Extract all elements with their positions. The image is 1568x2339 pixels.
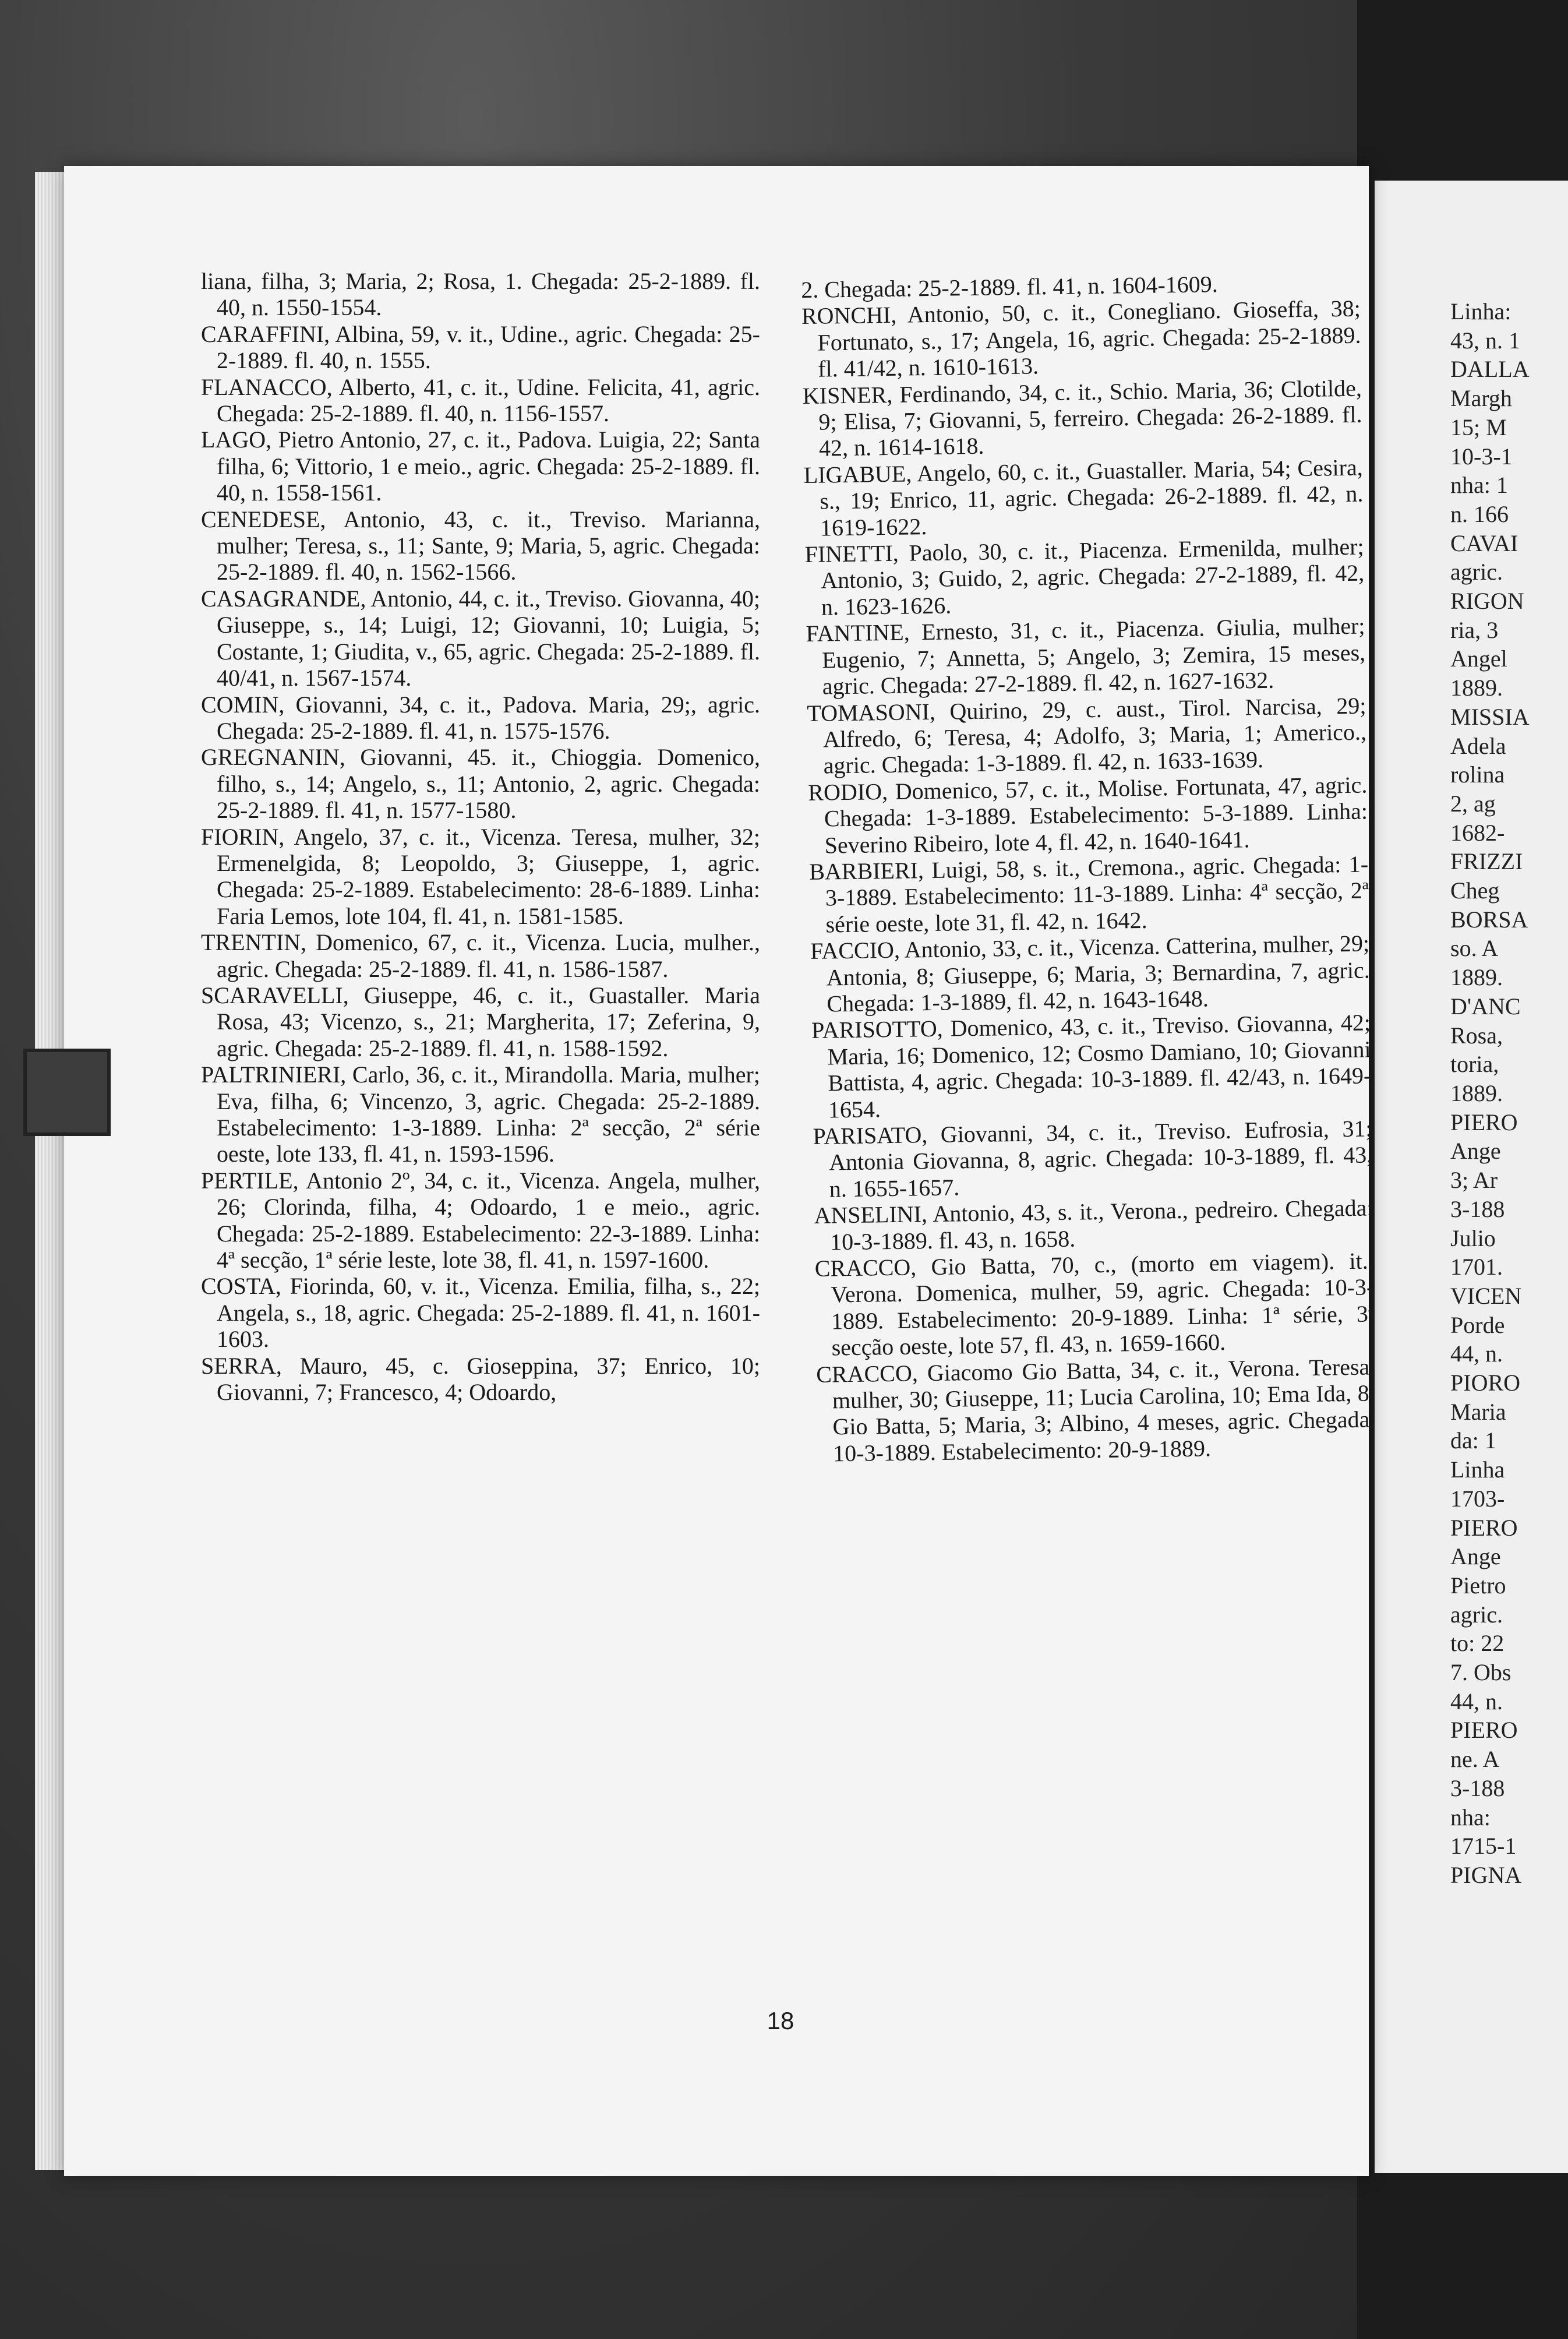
register-entry: PALTRINIERI, Carlo, 36, c. it., Mirandolla. Maria, mulher; Eva, filha, 6; Vincenzo, 3, agric. Chegada: 25-2-1889. Estabelecimento: 1-3-1889. Linha: 2ª secção, 2ª série oeste, lote 133, fl. 41, n. 1593-1596.	[201, 1061, 760, 1167]
next-page-line: 3-188	[1450, 1774, 1505, 1801]
next-page-line: 1889.	[1450, 1079, 1503, 1106]
register-entry: LAGO, Pietro Antonio, 27, c. it., Padova. Luigia, 22; Santa filha, 6; Vittorio, 1 e meio., agric. Chegada: 25-2-1889. fl. 40, n. 1558-1561.	[201, 426, 760, 506]
next-page-line: 1889.	[1450, 964, 1503, 991]
register-entry: PARISATO, Giovanni, 34, c. it., Treviso. Eufrosia, 31; Antonia Giovanna, 8, agric. Chegada: 10-3-1889, fl. 43, n. 1655-1657.	[813, 1115, 1373, 1202]
register-entry: RODIO, Domenico, 57, c. it., Molise. Fortunata, 47, agric. Chegada: 1-3-1889. Estabelecimento: 5-3-1889. Linha: Severino Ribeiro, lote 4, fl. 42, n. 1640-1641.	[808, 771, 1368, 859]
next-page-line: Ange	[1450, 1543, 1501, 1570]
next-page-line: nha: 1	[1450, 472, 1508, 499]
register-entry: BARBIERI, Luigi, 58, s. it., Cremona., agric. Chegada: 1-3-1889. Estabelecimento: 11-3-1889. Linha: 4ª secção, 2ª série oeste, lote 31, fl. 42, n. 1642.	[808, 851, 1369, 938]
register-entry: SERRA, Mauro, 45, c. Gioseppina, 37; Enrico, 10; Giovanni, 7; Francesco, 4; Odoardo,	[201, 1352, 760, 1406]
next-page-line: ria, 3	[1450, 616, 1499, 643]
page-number: 18	[767, 2007, 794, 2034]
register-entry: RONCHI, Antonio, 50, c. it., Conegliano. Gioseffa, 38; Fortunato, s., 17; Angela, 16, agric. Chegada: 25-2-1889. fl. 41/42, n. 1610-1613.	[801, 295, 1361, 382]
next-page-line: PIERO	[1450, 1717, 1518, 1744]
register-entry: liana, filha, 3; Maria, 2; Rosa, 1. Chegada: 25-2-1889. fl. 40, n. 1550-1554.	[201, 268, 760, 321]
register-entry: TOMASONI, Quirino, 29, c. aust., Tirol. Narcisa, 29; Alfredo, 6; Teresa, 4; Adolfo, 3; Maria, 1; Americo., agric. Chegada: 1-3-1889. fl. 42, n. 1633-1639.	[807, 692, 1367, 779]
register-entry: KISNER, Ferdinando, 34, c. it., Schio. Maria, 36; Clotilde, 9; Elisa, 7; Giovanni, 5, ferreiro. Chegada: 26-2-1889. fl. 42, n. 1614-1618.	[802, 375, 1362, 462]
left-column	[201, 268, 760, 1405]
register-entry: PARISOTTO, Domenico, 43, c. it., Treviso. Giovanna, 42; Maria, 16; Domenico, 12; Cosmo Damiano, 10; Giovanni Battista, 4, agric. Chegada: 10-3-1889. fl. 42/43, n. 1649-1654.	[811, 1009, 1372, 1123]
register-entry: LIGABUE, Angelo, 60, c. it., Guastaller. Maria, 54; Cesira, s., 19; Enrico, 11, agric. Chegada: 26-2-1889. fl. 42, n. 1619-1622.	[803, 454, 1364, 541]
next-page-line: 7. Obs	[1450, 1659, 1512, 1686]
next-page-line: Julio	[1450, 1225, 1496, 1251]
register-entry: COMIN, Giovanni, 34, c. it., Padova. Maria, 29;, agric. Chegada: 25-2-1889. fl. 41, n. 1575-1576.	[201, 691, 760, 744]
next-page-line: ne. A	[1450, 1746, 1500, 1773]
next-page-line: Rosa,	[1450, 1022, 1503, 1049]
next-page-line: 3; Ar	[1450, 1167, 1498, 1194]
next-page-line: FRIZZI	[1450, 848, 1523, 875]
next-page-line: 44, n.	[1450, 1688, 1503, 1714]
next-page-line: 2, ag	[1450, 790, 1496, 817]
next-page-line: D'ANC	[1450, 993, 1521, 1019]
next-page-line: 44, n.	[1450, 1340, 1503, 1367]
next-page-line: agric.	[1450, 1601, 1503, 1628]
next-page-line: Margh	[1450, 385, 1512, 412]
next-page-line: da: 1	[1450, 1427, 1496, 1454]
next-page-line: PIGNA	[1450, 1861, 1522, 1888]
register-entry: FINETTI, Paolo, 30, c. it., Piacenza. Ermenilda, mulher; Antonio, 3; Guido, 2, agric. Chegada: 27-2-1889, fl. 42, n. 1623-1626.	[804, 533, 1365, 620]
next-page-line: agric.	[1450, 559, 1503, 585]
next-page-line: PIERO	[1450, 1109, 1518, 1135]
register-entry: FLANACCO, Alberto, 41, c. it., Udine. Felicita, 41, agric. Chegada: 25-2-1889. fl. 40, n. 1156-1557.	[201, 373, 760, 427]
register-entry: CENEDESE, Antonio, 43, c. it., Treviso. Marianna, mulher; Teresa, s., 11; Sante, 9; Maria, 5, agric. Chegada: 25-2-1889. fl. 40, n. 1562-1566.	[201, 506, 760, 585]
next-page-line: 10-3-1	[1450, 443, 1513, 470]
register-entry: PERTILE, Antonio 2º, 34, c. it., Vicenza. Angela, mulher, 26; Clorinda, filha, 4; Odoardo, 1 e meio., agric. Chegada: 25-2-1889. Estabelecimento: 22-3-1889. Linha: 4ª secção, 1ª série leste, lote 38, fl. 41, n. 1597-1600.	[201, 1167, 760, 1273]
next-page-line: Linha	[1450, 1456, 1505, 1483]
next-page-text	[1450, 297, 1568, 1890]
next-page-line: RIGON	[1450, 588, 1524, 615]
next-page-line: Linha:	[1450, 298, 1512, 324]
next-page-line: nha:	[1450, 1804, 1491, 1830]
next-page-line: 1889.	[1450, 675, 1503, 701]
register-entry: SCARAVELLI, Giuseppe, 46, c. it., Guastaller. Maria Rosa, 43; Vicenzo, s., 21; Margherita, 17; Zeferina, 9, agric. Chegada: 25-2-1889. fl. 41, n. 1588-1592.	[201, 982, 760, 1061]
next-page-line: to: 22	[1450, 1630, 1505, 1657]
next-page	[1375, 181, 1568, 2173]
next-page-line: Pietro	[1450, 1572, 1506, 1599]
next-page-line: BORSA	[1450, 906, 1528, 933]
next-page-line: DALLA	[1450, 356, 1530, 383]
next-page-line: 1703-	[1450, 1485, 1505, 1512]
next-page-line: 43, n. 1	[1450, 327, 1520, 354]
next-page-line: Cheg	[1450, 877, 1500, 904]
register-entry: CRACCO, Giacomo Gio Batta, 34, c. it., Verona. Teresa, mulher, 30; Giuseppe, 11; Lucia Carolina, 10; Ema Ida, 8; Gio Batta, 5; Maria, 3; Albino, 4 meses, agric. Chegada: 10-3-1889. Estabelecimento: 20-9-1889.	[815, 1353, 1376, 1467]
register-entry: CRACCO, Gio Batta, 70, c., (morto em viagem). it., Verona. Domenica, mulher, 59, agric. Chegada: 10-3-1889. Estabelecimento: 20-9-1889. Linha: 1ª série, 3ª secção oeste, lote 57, fl. 43, n. 1659-1660.	[814, 1247, 1375, 1361]
register-entry: CASAGRANDE, Antonio, 44, c. it., Treviso. Giovanna, 40; Giuseppe, s., 14; Luigi, 12; Giovanni, 10; Luigia, 5; Costante, 1; Giudita, v., 65, agric. Chegada: 25-2-1889. fl. 40/41, n. 1567-1574.	[201, 585, 760, 692]
register-entry: ANSELINI, Antonio, 43, s. it., Verona., pedreiro. Chegada: 10-3-1889. fl. 43, n. 1658.	[814, 1194, 1373, 1255]
register-entry: TRENTIN, Domenico, 67, c. it., Vicenza. Lucia, mulher., agric. Chegada: 25-2-1889. fl. 41, n. 1586-1587.	[201, 929, 760, 982]
next-page-line: so. A	[1450, 935, 1499, 962]
register-entry: CARAFFINI, Albina, 59, v. it., Udine., agric. Chegada: 25-2-1889. fl. 40, n. 1555.	[201, 320, 760, 374]
next-page-line: MISSIA	[1450, 703, 1530, 730]
right-column	[801, 269, 1376, 1467]
next-page-line: Maria	[1450, 1398, 1506, 1425]
register-entry: FIORIN, Angelo, 37, c. it., Vicenza. Teresa, mulher, 32; Ermenelgida, 8; Leopoldo, 3; Giuseppe, 1, agric. Chegada: 25-2-1889. Estabelecimento: 28-6-1889. Linha: Faria Lemos, lote 104, fl. 41, n. 1581-1585.	[201, 823, 760, 929]
next-page-line: rolina	[1450, 761, 1505, 788]
next-page-line: PIORO	[1450, 1370, 1521, 1396]
next-page-line: CAVAI	[1450, 530, 1518, 556]
next-page-line: PIERO	[1450, 1514, 1518, 1541]
next-page-line: toria,	[1450, 1051, 1499, 1078]
next-page-line: 15; M	[1450, 414, 1507, 440]
next-page-line: 1701.	[1450, 1254, 1503, 1280]
register-entry: FANTINE, Ernesto, 31, c. it., Piacenza. Giulia, mulher; Eugenio, 7; Annetta, 5; Angelo, 3; Zemira, 15 meses, agric. Chegada: 27-2-1889. fl. 42, n. 1627-1632.	[806, 612, 1366, 700]
next-page-line: Ange	[1450, 1138, 1501, 1165]
next-page-line: 1682-	[1450, 819, 1505, 846]
register-entry: GREGNANIN, Giovanni, 45. it., Chioggia. Domenico, filho, s., 14; Angelo, s., 11; Antonio, 2, agric. Chegada: 25-2-1889. fl. 41, n. 1577-1580.	[201, 744, 760, 824]
next-page-line: Angel	[1450, 645, 1507, 672]
next-page-line: Adela	[1450, 732, 1506, 759]
next-page-line: 3-188	[1450, 1195, 1505, 1222]
register-entry: 2. Chegada: 25-2-1889. fl. 41, n. 1604-1609.	[801, 271, 1219, 303]
next-page-line: 1715-1	[1450, 1833, 1517, 1860]
next-page-line: VICEN	[1450, 1282, 1522, 1309]
register-entry: FACCIO, Antonio, 33, c. it., Vicenza. Catterina, mulher, 29; Antonia, 8; Giuseppe, 6; Maria, 3; Bernardina, 7, agric. Chegada: 1-3-1889, fl. 42, n. 1643-1648.	[810, 930, 1371, 1017]
register-entry: COSTA, Fiorinda, 60, v. it., Vicenza. Emilia, filha, s., 22; Angela, s., 18, agric. Chegada: 25-2-1889. fl. 41, n. 1601-1603.	[201, 1273, 760, 1353]
bookmark-tab	[23, 1049, 111, 1136]
next-page-line: n. 166	[1450, 500, 1509, 527]
next-page-line: Porde	[1450, 1311, 1505, 1338]
